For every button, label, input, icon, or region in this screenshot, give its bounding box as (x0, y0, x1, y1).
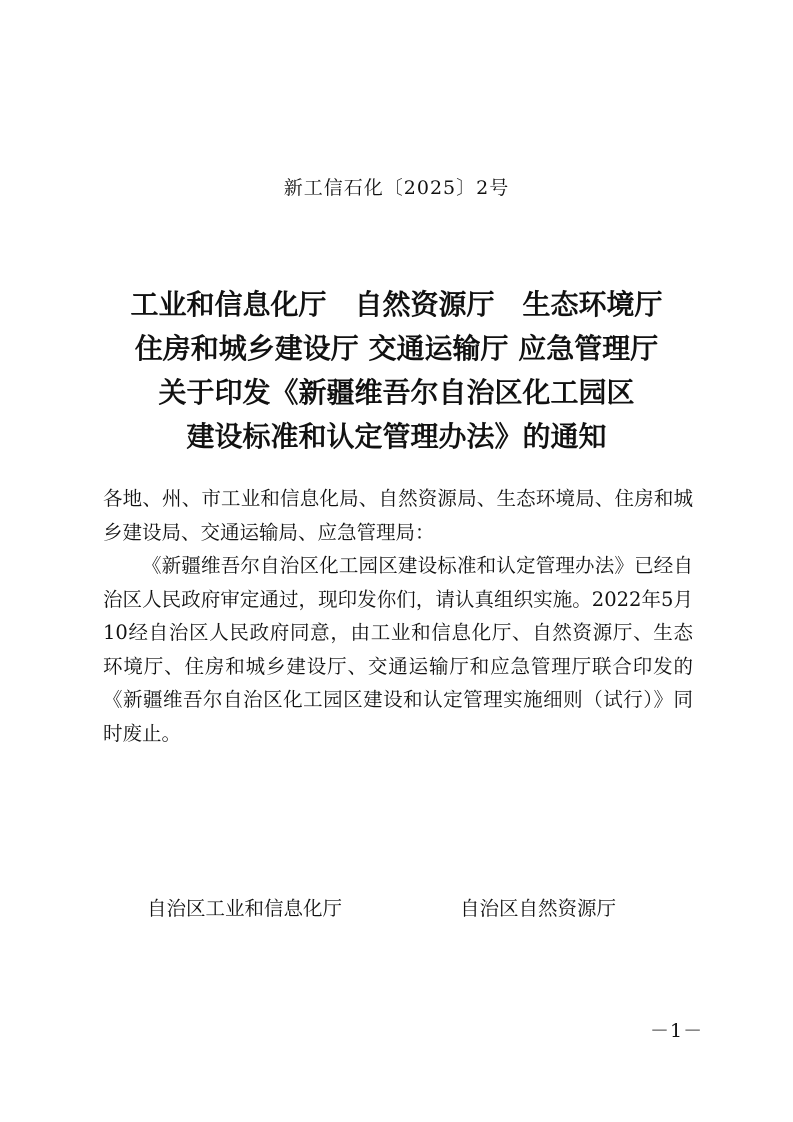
signature-left: 自治区工业和信息化厅 (147, 897, 343, 920)
body-paragraph: 《新疆维吾尔自治区化工园区建设标准和认定管理办法》已经自治区人民政府审定通过，现印发你们，请认真组织实施。2022年5月10经自治区人民政府同意，由工业和信息化厅、自然资源厅、生态环境厅、住房和城乡建设厅、交通运输厅和应急管理厅联合印发的《新疆维吾尔自治区化工园区建设和认定管理实施细则（试行）》同时废止。 (103, 554, 693, 745)
document-body (103, 482, 693, 750)
document-number: 新工信石化〔2025〕2号 (283, 177, 510, 199)
document-title (0, 283, 793, 459)
title-line-1: 工业和信息化厅 自然资源厅 生态环境厅 (130, 288, 663, 321)
signature-right: 自治区自然资源厅 (460, 897, 617, 920)
page-number: －1－ (650, 1020, 704, 1042)
title-line-4: 建设标准和认定管理办法》的通知 (186, 420, 607, 453)
addressee-paragraph: 各地、州、市工业和信息化局、自然资源局、生态环境局、住房和城乡建设局、交通运输局、应急管理局： (103, 487, 693, 544)
title-line-2: 住房和城乡建设厅 交通运输厅 应急管理厅 (134, 332, 659, 365)
title-line-3: 关于印发《新疆维吾尔自治区化工园区 (158, 376, 635, 409)
